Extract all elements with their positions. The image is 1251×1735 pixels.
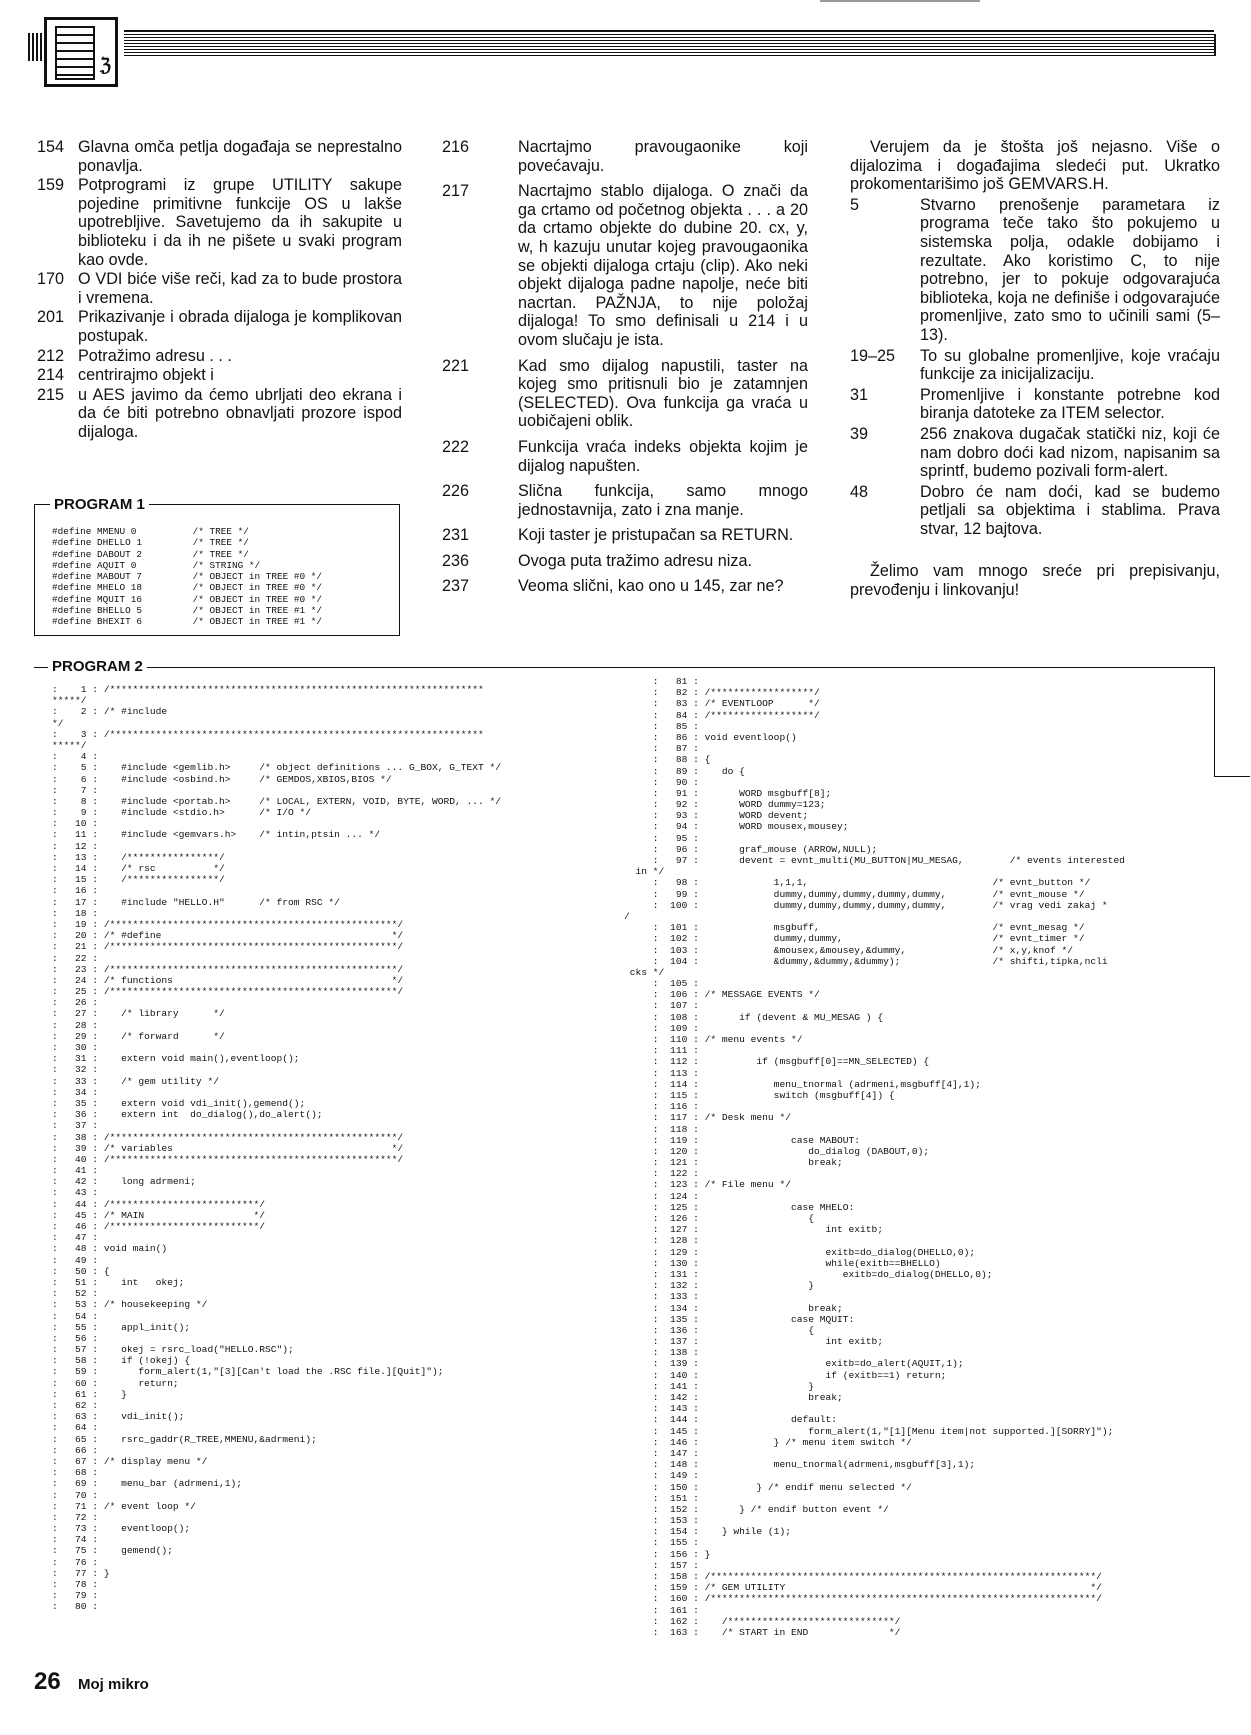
code-line: #define MHELO 18 /* OBJECT in TREE #0 */ — [52, 582, 323, 594]
code-line: : 130 : while(exitb==BHELLO) — [624, 1257, 941, 1269]
code-line: : 74 : — [52, 1534, 99, 1546]
code-line: : 40 : /**************************************************/ — [52, 1153, 404, 1165]
code-line: : 158 : /*******************************************************************/ — [624, 1571, 1102, 1582]
code-line: : 126 : { — [624, 1213, 814, 1224]
list-item — [0, 366, 402, 385]
code-line: : 108 : if (devent & MU_MESAG ) { — [624, 1011, 884, 1023]
code-line: : 6 : #include <osbind.h> /* GEMDOS,XBIOS,BIOS */ — [52, 773, 392, 785]
code-line: : 5 : #include <gemlib.h> /* object definitions ... G_BOX, G_TEXT */ — [52, 762, 502, 774]
item-text: Nacrtajmo stablo dijaloga. O znači da ga crtamo od početnog objekta . . . a 20 da crtamo objekte do dubine 20. cx, y, w, h kazuju unutar kojeg pravougaonika se objekti dijaloga crtaju (clip). Ako neki objekt dijaloga padne napolje, neće biti nacrtan. PAŽNJA, to nije položaj dijaloga! To smo definisali u 214 i u ovom slučaju je ista. — [518, 182, 808, 349]
column-3-intro: Verujem da je štošta još nejasno. Više o dijalozima i događajima sledeći put. Ukratko prokomentarišimo još GEMVARS.H. — [850, 138, 1220, 194]
code-line: : 59 : form_alert(1,"[3][Can't load the .RSC file.][Quit]"); — [52, 1366, 444, 1378]
code-line: : 29 : /* forward */ — [52, 1030, 225, 1042]
code-line: : 54 : — [52, 1310, 99, 1322]
code-line: / — [624, 910, 630, 922]
item-number: 31 — [850, 385, 869, 404]
code-line: : 110 : /* menu events */ — [624, 1034, 803, 1045]
code-line: : 152 : } /* endif button event */ — [624, 1503, 889, 1515]
column-3-entries — [850, 196, 1220, 539]
code-line: : 34 : — [52, 1086, 99, 1098]
code-line: : 111 : — [624, 1045, 699, 1057]
code-line: : 132 : } — [624, 1280, 814, 1292]
list-item — [0, 138, 402, 175]
list-item — [436, 577, 808, 596]
item-text: Ovoga puta tražimo adresu niza. — [518, 551, 752, 570]
code-line: : 140 : if (exitb==1) return; — [624, 1369, 947, 1381]
magazine-section-icon — [55, 26, 95, 80]
code-line: : 103 : &mousex,&mousey,&dummy, /* x,y,knof */ — [624, 944, 1074, 956]
code-line: : 117 : /* Desk menu */ — [624, 1112, 791, 1124]
code-line: : 62 : — [52, 1400, 99, 1411]
code-line: : 107 : — [624, 1000, 699, 1012]
code-line: : 96 : graf_mouse (ARROW,NULL); — [624, 843, 878, 855]
code-line: #define DHELLO 1 /* TREE */ — [52, 537, 249, 549]
column-1 — [0, 138, 402, 443]
code-line: : 151 : — [624, 1492, 699, 1504]
list-item — [0, 347, 402, 366]
header-rule — [124, 34, 1216, 56]
code-line: : 41 : — [52, 1165, 99, 1177]
code-line: : 32 : — [52, 1064, 99, 1076]
code-line: : 25 : /**************************************************/ — [52, 986, 404, 998]
code-line: : 104 : &dummy,&dummy,&dummy); /* shifti,tipka,ncli — [624, 955, 1108, 967]
code-line: : 33 : /* gem utility */ — [52, 1075, 219, 1087]
list-item — [436, 357, 808, 431]
code-line: : 153 : — [624, 1515, 699, 1527]
list-item — [436, 482, 808, 519]
item-text: u AES javimo da ćemo ubrljati deo ekrana i da će biti potrebno obnavljati prozore ispod dijaloga. — [78, 385, 402, 441]
code-line: #define MMENU 0 /* TREE */ — [52, 526, 249, 537]
item-text: Funkcija vraća indeks objekta kojim je dijalog napušten. — [518, 437, 808, 475]
code-line: : 24 : /* functions */ — [52, 974, 404, 986]
list-item — [436, 552, 808, 571]
item-number: 201 — [37, 308, 65, 327]
item-number: 159 — [37, 176, 65, 195]
list-item — [0, 308, 402, 345]
code-line: : 119 : case MABOUT: — [624, 1134, 861, 1146]
code-line: : 68 : — [52, 1467, 99, 1479]
column-3 — [850, 138, 1220, 600]
item-number: 237 — [442, 577, 470, 596]
code-line: : 19 : /**************************************************/ — [52, 918, 404, 930]
code-line: : 76 : — [52, 1556, 99, 1568]
code-line: : 39 : /* variables */ — [52, 1142, 404, 1154]
code-line: : 85 : — [624, 720, 699, 732]
code-line: : 95 : — [624, 832, 699, 844]
item-text: Kad smo dijalog napustili, taster na kojeg smo pritisnuli bio je zatamnjen (SELECTED). Ova funkcija ga vraća u uobičajeni oblik. — [518, 356, 808, 431]
item-number: 221 — [442, 356, 470, 375]
code-line: : 81 : — [624, 676, 699, 687]
item-text: Potražimo adresu . . . — [78, 346, 232, 365]
code-line: : 144 : default: — [624, 1414, 838, 1426]
code-line: : 61 : } — [52, 1388, 127, 1400]
code-line: : 83 : /* EVENTLOOP */ — [624, 698, 820, 710]
code-line: *****/ — [52, 695, 87, 707]
item-text: 256 znakova dugačak statički niz, koji će nam dobro doći kad nizom, napisanim sa sprintf, budemo pozivali form-alert. — [920, 424, 1220, 481]
code-line: : 112 : if (msgbuff[0]==MN_SELECTED) { — [624, 1056, 930, 1068]
item-text: Stvarno prenošenje parametara iz programa teče tako što pokujemo u sistemska polja, odakle dobijamo i rezultate. Ako koristimo C, to nije potrebno, jer to pokuje odgovarajuća biblioteka, koja ne definiše i odgovarajuće promenljive, zato smo to učinili sami (5–13). — [920, 195, 1220, 344]
code-line: : 155 : — [624, 1537, 699, 1549]
code-line: : 92 : WORD dummy=123; — [624, 799, 826, 811]
list-item — [436, 138, 808, 175]
code-line: : 58 : if (!okej) { — [52, 1355, 191, 1367]
code-line: : 141 : } — [624, 1380, 814, 1392]
code-line: #define BHELLO 5 /* OBJECT in TREE #1 */ — [52, 605, 323, 617]
code-line: : 1 : /***************************************************************** — [52, 684, 484, 695]
code-line: : 46 : /**************************/ — [52, 1221, 266, 1232]
item-text: O VDI biće više reči, kad za to bude prostora i vremena. — [78, 270, 402, 307]
code-line: *****/ — [52, 739, 87, 751]
item-text: Glavna omča petlja događaja se neprestalno ponavlja. — [78, 138, 402, 175]
item-text: Promenljive i konstante potrebne kod biranja datoteke za ITEM selector. — [920, 385, 1220, 423]
code-line: : 139 : exitb=do_alert(AQUIT,1); — [624, 1358, 964, 1370]
code-line: : 2 : /* #include — [52, 706, 168, 718]
code-line: : 89 : do { — [624, 765, 745, 777]
item-text: Veoma slični, kao ono u 145, zar ne? — [518, 577, 784, 596]
magazine-name: Moj mikro — [78, 1676, 149, 1693]
list-item — [0, 270, 402, 307]
item-number: 236 — [442, 551, 470, 570]
item-text: Potprogrami iz grupe UTILITY sakupe pojedine primitivne funkcije OS u lakše upotrebljive. Savetujemo da ih sakupite u biblioteku i da ih ne pišete u svaki program kao ovde. — [78, 176, 402, 269]
code-line: : 129 : exitb=do_dialog(DHELLO,0); — [624, 1246, 976, 1258]
code-line: : 161 : — [624, 1604, 699, 1616]
code-line: : 65 : rsrc_gaddr(R_TREE,MMENU,&adrmeni); — [52, 1433, 317, 1445]
code-line: : 113 : — [624, 1067, 699, 1079]
code-line: : 127 : int exitb; — [624, 1224, 884, 1236]
code-line: : 11 : #include <gemvars.h> /* intin,ptsin ... */ — [52, 829, 381, 841]
program-2-frame-right — [1214, 667, 1215, 777]
code-line: : 163 : /* START in END */ — [624, 1626, 901, 1638]
code-line: : 134 : break; — [624, 1302, 843, 1314]
code-line: : 133 : — [624, 1291, 699, 1303]
code-line: : 8 : #include <portab.h> /* LOCAL, EXTERN, VOID, BYTE, WORD, ... */ — [52, 795, 502, 807]
code-line: : 116 : — [624, 1101, 699, 1113]
code-line: : 23 : /**************************************************/ — [52, 963, 404, 975]
code-line: : 63 : vdi_init(); — [52, 1411, 185, 1423]
code-line: #define DABOUT 2 /* TREE */ — [52, 548, 249, 560]
code-line: : 148 : menu_tnormal(adrmeni,msgbuff[3],1); — [624, 1459, 976, 1471]
item-text: Dobro će nam doći, kad se budemo petljali sa objektima i stablima. Prava stvar, 12 bajtova. — [920, 482, 1220, 538]
item-text: Slična funkcija, samo mnogo jednostavnija, zato i zna manje. — [518, 482, 808, 519]
code-line: : 138 : — [624, 1347, 699, 1359]
code-line: : 137 : int exitb; — [624, 1336, 884, 1348]
code-line: : 97 : devent = evnt_multi(MU_BUTTON|MU_MESAG, /* events interested — [624, 855, 1125, 866]
program-2-code-right — [624, 676, 1184, 1638]
code-line: : 44 : /**************************/ — [52, 1198, 266, 1210]
code-line: : 100 : dummy,dummy,dummy,dummy,dummy, /* vrag vedi zakaj * — [624, 899, 1108, 911]
code-line: : 20 : /* #define */ — [52, 930, 404, 942]
code-line: : 90 : — [624, 776, 699, 788]
code-line: : 160 : /*******************************************************************/ — [624, 1593, 1102, 1605]
code-line: : 77 : } — [52, 1567, 110, 1579]
code-line: : 79 : — [52, 1590, 99, 1602]
code-line: : 14 : /* rsc */ — [52, 863, 225, 874]
code-line: : 17 : #include "HELLO.H" /* from RSC */ — [52, 896, 340, 908]
code-line: : 52 : — [52, 1288, 99, 1300]
code-line: : 120 : do_dialog (DABOUT,0); — [624, 1145, 930, 1157]
code-line: : 98 : 1,1,1, /* evnt_button */ — [624, 877, 1091, 889]
code-line: : 50 : { — [52, 1265, 110, 1277]
code-line: : 105 : — [624, 978, 699, 990]
code-line: : 31 : extern void main(),eventloop(); — [52, 1053, 300, 1065]
code-line: : 114 : menu_tnormal (adrmeni,msgbuff[4],1); — [624, 1078, 981, 1090]
program-1-title: PROGRAM 1 — [50, 496, 149, 513]
code-line: : 27 : /* library */ — [52, 1008, 225, 1020]
program-2-frame-tab — [1214, 776, 1250, 777]
list-item — [850, 196, 1220, 345]
list-item — [436, 182, 808, 349]
code-line: : 135 : case MQUIT: — [624, 1313, 855, 1325]
program-1-code — [52, 526, 322, 628]
code-line: : 118 : — [624, 1123, 699, 1135]
code-line: : 78 : — [52, 1579, 99, 1590]
code-line: : 51 : int okej; — [52, 1276, 185, 1288]
code-line: : 128 : — [624, 1235, 699, 1247]
code-line: : 94 : WORD mousex,mousey; — [624, 821, 849, 833]
column-2 — [436, 138, 808, 603]
item-number: 39 — [850, 424, 869, 443]
code-line: : 102 : dummy,dummy, /* evnt_timer */ — [624, 933, 1085, 945]
code-line: : 73 : eventloop(); — [52, 1523, 191, 1535]
code-line: : 88 : { — [624, 754, 711, 766]
item-number: 216 — [442, 138, 470, 156]
item-number: 48 — [850, 482, 869, 501]
item-text: Koji taster je pristupačan sa RETURN. — [518, 526, 794, 545]
list-item — [0, 176, 402, 269]
list-item — [850, 425, 1220, 481]
code-line: : 10 : — [52, 818, 99, 830]
code-line: : 21 : /**************************************************/ — [52, 941, 404, 953]
code-line: : 56 : — [52, 1332, 99, 1344]
code-line: : 115 : switch (msgbuff[4]) { — [624, 1089, 895, 1101]
item-number: 226 — [442, 482, 470, 501]
code-line: : 48 : void main() — [52, 1243, 168, 1255]
list-item — [850, 386, 1220, 423]
code-line: : 43 : — [52, 1187, 99, 1199]
code-line: : 47 : — [52, 1232, 99, 1244]
program-2 — [34, 658, 1216, 1654]
code-line: : 162 : /*****************************/ — [624, 1615, 901, 1627]
program-2-title: PROGRAM 2 — [48, 658, 147, 675]
code-line: : 75 : gemend(); — [52, 1545, 173, 1557]
code-line: : 99 : dummy,dummy,dummy,dummy,dummy, /* evnt_mouse */ — [624, 888, 1085, 900]
code-line: #define MABOUT 7 /* OBJECT in TREE #0 */ — [52, 571, 323, 583]
code-line: : 55 : appl_init(); — [52, 1321, 191, 1333]
code-line: : 15 : /****************/ — [52, 874, 225, 886]
code-line: : 125 : case MHELO: — [624, 1201, 855, 1213]
code-line: : 87 : — [624, 743, 699, 755]
list-item — [0, 386, 402, 442]
code-line: : 72 : — [52, 1511, 99, 1523]
code-line: : 53 : /* housekeeping */ — [52, 1299, 208, 1311]
code-line: : 159 : /* GEM UTILITY */ — [624, 1582, 1102, 1594]
code-line: : 149 : — [624, 1470, 699, 1482]
code-line: : 70 : — [52, 1489, 99, 1501]
code-line: #define BHEXIT 6 /* OBJECT in TREE #1 */ — [52, 616, 323, 628]
code-line: : 38 : /**************************************************/ — [52, 1131, 404, 1143]
code-line: : 71 : /* event loop */ — [52, 1500, 196, 1512]
item-number: 212 — [37, 346, 65, 365]
code-line: : 66 : — [52, 1444, 99, 1456]
code-line: #define MQUIT 16 /* OBJECT in TREE #0 */ — [52, 593, 323, 605]
code-line: : 150 : } /* endif menu selected */ — [624, 1481, 912, 1493]
code-line: : 16 : — [52, 885, 99, 897]
code-line: : 30 : — [52, 1042, 99, 1053]
code-line: : 36 : extern int do_dialog(),do_alert(); — [52, 1109, 323, 1121]
code-line: : 18 : — [52, 907, 99, 919]
list-item — [850, 347, 1220, 384]
code-line: : 109 : — [624, 1022, 699, 1034]
code-line: : 42 : long adrmeni; — [52, 1176, 196, 1188]
list-item — [436, 438, 808, 475]
code-line: : 157 : — [624, 1559, 699, 1571]
logo-mark-icon: ℨ — [99, 55, 111, 76]
code-line: : 146 : } /* menu item switch */ — [624, 1436, 912, 1448]
code-line: : 28 : — [52, 1019, 99, 1031]
item-number: 170 — [37, 270, 65, 289]
code-line: : 145 : form_alert(1,"[1][Menu item|not supported.][SORRY]"); — [624, 1425, 1114, 1437]
list-item — [436, 526, 808, 545]
item-number: 217 — [442, 182, 470, 201]
program-2-code-left — [52, 684, 642, 1613]
item-text: To su globalne promenljive, koje vraćaju funkcije za inicijalizaciju. — [920, 346, 1220, 384]
code-line: : 156 : } — [624, 1548, 711, 1560]
code-line: : 93 : WORD devent; — [624, 810, 809, 822]
code-line: : 4 : — [52, 751, 99, 763]
section-logo — [44, 17, 118, 87]
code-line: : 147 : — [624, 1447, 699, 1459]
code-line: : 82 : /******************/ — [624, 687, 820, 699]
top-decoration — [820, 0, 980, 2]
item-number: 5 — [850, 195, 860, 214]
code-line: : 60 : return; — [52, 1377, 179, 1389]
code-line: : 69 : menu_bar (adrmeni,1); — [52, 1478, 242, 1490]
code-line: cks */ — [624, 966, 665, 978]
program-1 — [34, 496, 400, 636]
list-item — [850, 483, 1220, 539]
program-2-frame — [34, 667, 1214, 668]
code-line: : 122 : — [624, 1168, 699, 1180]
code-line: : 121 : break; — [624, 1157, 843, 1169]
code-line: : 80 : — [52, 1601, 99, 1613]
code-line: : 101 : msgbuff, /* evnt_mesag */ — [624, 922, 1085, 934]
item-number: 231 — [442, 526, 470, 545]
code-line: : 13 : /****************/ — [52, 851, 225, 863]
code-line: : 57 : okej = rsrc_load("HELLO.RSC"); — [52, 1344, 294, 1356]
code-line: : 49 : — [52, 1254, 99, 1266]
code-line: : 26 : — [52, 997, 99, 1009]
logo-side-bars — [28, 33, 42, 61]
code-line: : 142 : break; — [624, 1392, 843, 1403]
code-line: : 9 : #include <stdio.h> /* I/O */ — [52, 807, 312, 819]
code-line: : 7 : — [52, 784, 99, 796]
code-line: #define AQUIT 0 /* STRING */ — [52, 559, 261, 571]
code-line: : 12 : — [52, 840, 99, 852]
code-line: : 123 : /* File menu */ — [624, 1179, 791, 1191]
code-line: in */ — [624, 866, 665, 878]
code-line: : 154 : } while (1); — [624, 1526, 791, 1538]
header-rule-top — [124, 30, 1214, 32]
code-line: : 143 : — [624, 1403, 699, 1415]
code-line: */ — [52, 717, 64, 729]
code-line: : 86 : void eventloop() — [624, 731, 797, 743]
code-line: : 37 : — [52, 1120, 99, 1132]
item-number: 19–25 — [850, 346, 896, 365]
item-text: Nacrtajmo pravougaonike koji povećavaju. — [518, 138, 808, 175]
code-line: : 84 : /******************/ — [624, 709, 820, 721]
item-text: Prikazivanje i obrada dijaloga je komplikovan postupak. — [78, 308, 402, 345]
column-3-closing: Želimo vam mnogo sreće pri prepisivanju, prevođenju i linkovanju! — [850, 562, 1220, 600]
code-line: : 67 : /* display menu */ — [52, 1455, 208, 1467]
code-line: : 45 : /* MAIN */ — [52, 1209, 266, 1221]
code-line: : 22 : — [52, 952, 99, 964]
page-number: 26 — [34, 1668, 61, 1695]
code-line: : 131 : exitb=do_dialog(DHELLO,0); — [624, 1268, 993, 1280]
code-line: : 136 : { — [624, 1324, 814, 1336]
item-text: centrirajmo objekt i — [78, 366, 214, 385]
item-number: 215 — [37, 385, 65, 404]
code-line: : 64 : — [52, 1422, 99, 1434]
item-number: 222 — [442, 437, 470, 456]
code-line: : 35 : extern void vdi_init(),gemend(); — [52, 1097, 306, 1109]
code-line: : 124 : — [624, 1190, 699, 1202]
item-number: 154 — [37, 138, 65, 156]
code-line: : 3 : /***************************************************************** — [52, 728, 484, 740]
item-number: 214 — [37, 366, 65, 385]
code-line: : 106 : /* MESSAGE EVENTS */ — [624, 989, 820, 1001]
code-line: : 91 : WORD msgbuff[8]; — [624, 787, 832, 799]
